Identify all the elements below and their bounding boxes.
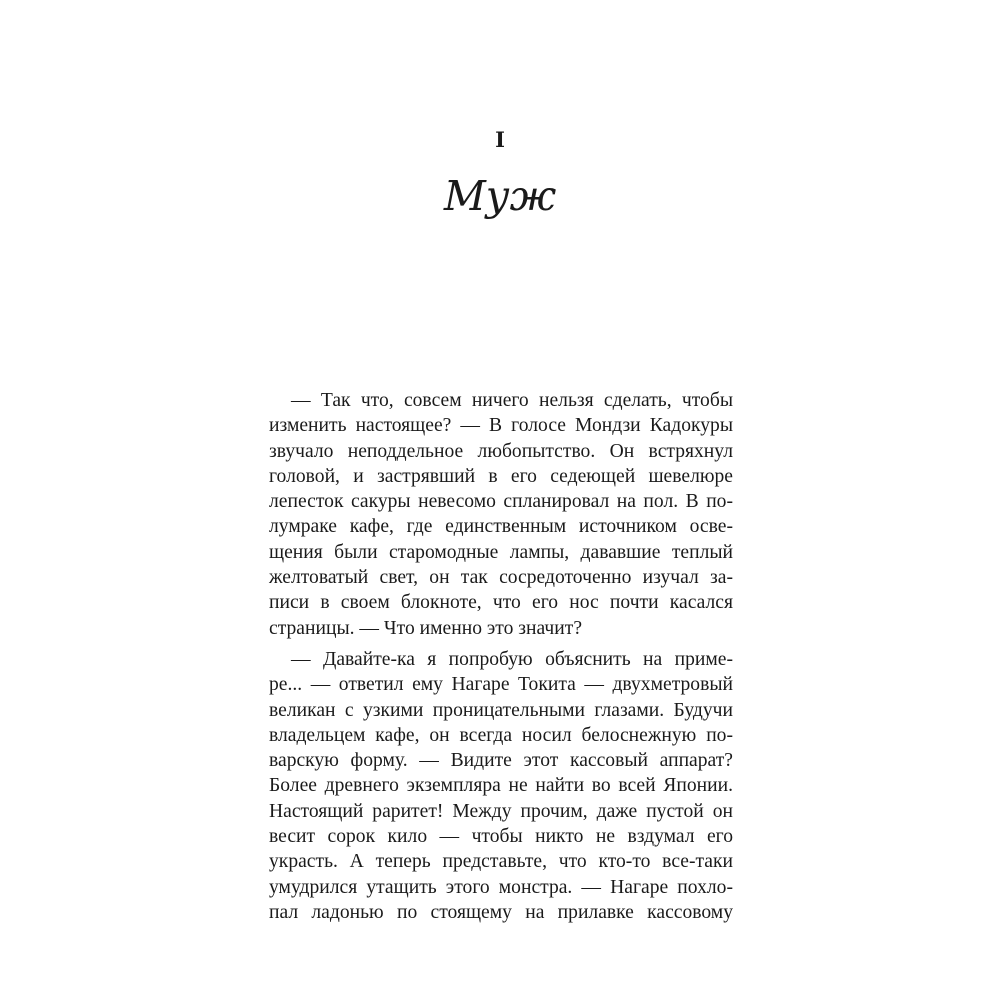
text-line: — Давайте-ка я попробую объяснить на приме- <box>291 648 733 670</box>
text-line: щения были старомодные лампы, дававшие теплый <box>269 541 733 563</box>
text-line: головой, и застрявший в его седеющей шевелюре <box>269 465 733 487</box>
text-line: умудрился утащить этого монстра. — Нагаре похло- <box>269 876 733 898</box>
paragraph-1 <box>269 388 733 641</box>
text-line: пал ладонью по стоящему на прилавке кассовому <box>269 901 733 923</box>
text-body <box>269 388 733 925</box>
text-line: звучало неподдельное любопытство. Он встряхнул <box>269 440 733 462</box>
text-line: Более древнего экземпляра не найти во всей Японии. <box>269 775 733 797</box>
text-line: ре... — ответил ему Нагаре Токита — двухметровый <box>269 674 733 696</box>
text-line: владельцем кафе, он всегда носил белоснежную по- <box>269 724 733 746</box>
text-line: изменить настоящее? — В голосе Мондзи Кадокуры <box>269 415 733 437</box>
paragraph-2 <box>269 647 733 925</box>
text-line: желтоватый свет, он так сосредоточенно изучал за- <box>269 567 733 589</box>
text-line: весит сорок кило — чтобы никто не вздумал его <box>269 826 733 848</box>
text-line: — Так что, совсем ничего нельзя сделать, чтобы <box>291 390 733 411</box>
text-line: варскую форму. — Видите этот кассовый аппарат? <box>269 750 733 772</box>
text-line: страницы. — Что именно это значит? <box>269 617 583 639</box>
text-line: писи в своем блокноте, что его нос почти касался <box>269 592 733 614</box>
text-line: лумраке кафе, где единственным источником осве- <box>269 516 733 538</box>
text-line: Настоящий раритет! Между прочим, даже пустой он <box>269 800 733 822</box>
chapter-title: Муж <box>443 172 557 220</box>
text-line: украсть. А теперь представьте, что кто-то все-таки <box>269 851 733 873</box>
text-line: великан с узкими проницательными глазами. Будучи <box>269 699 733 721</box>
chapter-number: I <box>495 127 505 152</box>
text-line: лепесток сакуры невесомо спланировал на пол. В по- <box>269 491 733 513</box>
